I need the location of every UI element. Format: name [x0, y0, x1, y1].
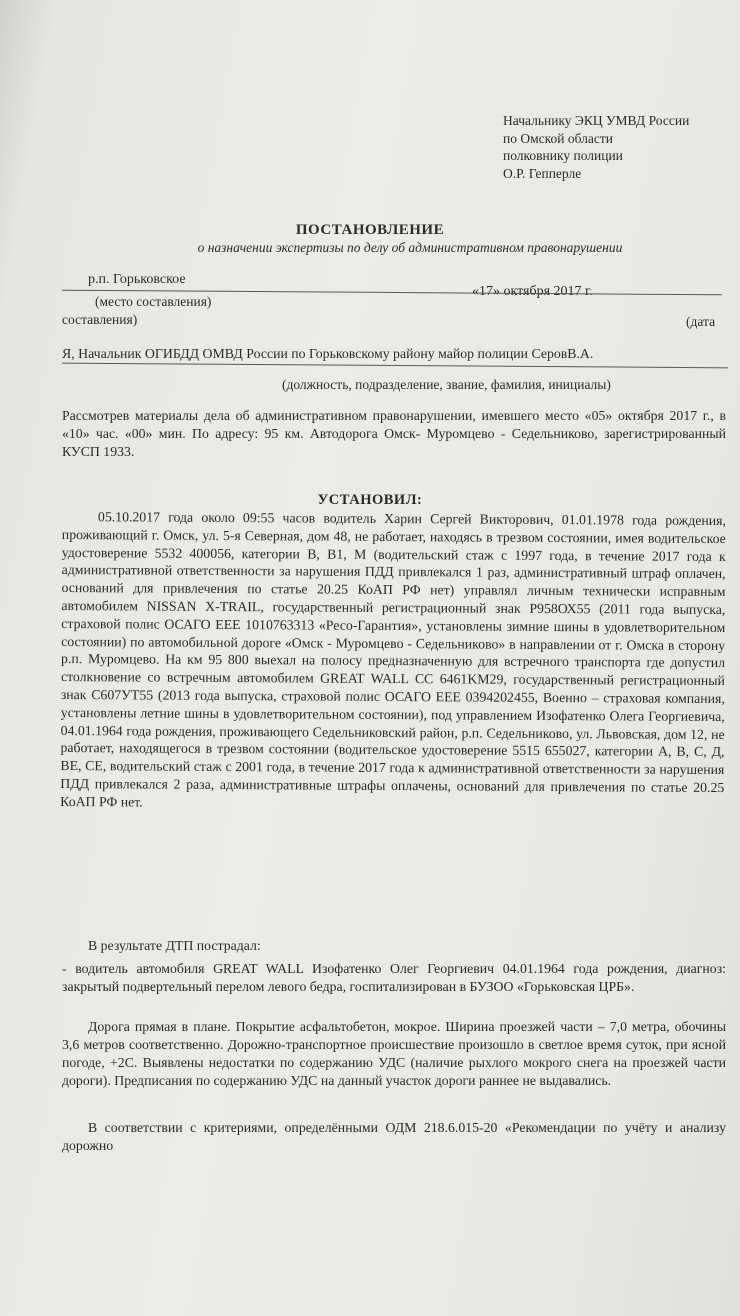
victims-intro: В результате ДТП пострадал:: [88, 938, 261, 953]
document-title: ПОСТАНОВЛЕНИЕ: [295, 222, 445, 238]
addressee-line: Начальнику ЭКЦ УМВД России: [503, 113, 690, 128]
date-of-issue: «17» октября 2017 г.: [472, 284, 593, 299]
considered-paragraph: Рассмотрев материалы дела об административном правонарушении, имевшего место «05» октября 2017 г., в «10» час. «00» мин. По адресу: 95 км. Автодорога Омск- Муромцево - Седельниково, зарегистрированный КУСП 1933.: [62, 408, 726, 459]
criteria-paragraph: В соответствии с критериями, определёнными ОДМ 218.6.015-20 «Рекомендации по учёту и анализу дорожно: [62, 1120, 726, 1153]
addressee-line: О.Р. Гепперле: [503, 165, 582, 181]
official-caption: (должность, подразделение, звание, фамилия, инициалы): [282, 377, 611, 392]
official-line: Я, Начальник ОГИБДД ОМВД России по Горьковскому району майор полиции СеровВ.А.: [62, 346, 594, 361]
addressee-line: полковнику полиции: [503, 148, 623, 163]
place-caption: (место составления): [95, 294, 212, 309]
place-caption-continued: составления): [62, 312, 138, 327]
established-heading: УСТАНОВИЛ:: [317, 492, 423, 508]
place-of-issue: р.п. Горьковское: [88, 272, 186, 287]
date-caption: (дата: [686, 314, 716, 329]
document-subtitle: о назначении экспертизы по делу об административном правонарушении: [197, 240, 623, 255]
addressee-line: по Омской области: [503, 130, 613, 146]
victim-paragraph: - водитель автомобиля GREAT WALL Изофатенко Олег Георгиевич 04.01.1964 года рождения, диагноз: закрытый подвертельный перелом левого бедра, госпитализирован в БУЗОО «Горьковская ЦРБ».: [62, 961, 726, 994]
road-conditions-paragraph: Дорога прямая в плане. Покрытие асфальтобетон, мокрое. Ширина проезжей части – 7,0 метра, обочины 3,6 метров соответственно. Дорожно-транспортное происшествие произошло в светлое время суток, при ясной погоде, +2С. Выявлены недостатки по содержанию УДС (наличие рыхлого мокрого снега на проезжей части дороги). Предписания по содержанию УДС на данный участок дороги раннее не выдавались.: [62, 1019, 726, 1088]
incident-description: 05.10.2017 года около 09:55 часов водитель Харин Сергей Викторович, 01.01.1978 года рождения, проживающий г. Омск, ул. 5-я Северная, дом 48, не работает, находясь в трезвом состоянии, имея водительское удостоверение 5532 400056, категории В, В1, М (водительский стаж с 1997 года, в течение 2017 года к административной ответственности за нарушения ПДД привлекался 1 раз, административный штраф оплачен, оснований для привлечения по статье 20.25 КоАП РФ нет) управлял личным технически исправным автомобилем NISSAN X-TRAIL, государственный регистрационный знак Р958ОХ55 (2011 года выпуска, страховой полис ОСАГО ЕЕЕ 1010763313 «Ресо-Гарантия», установлены зимние шины в удовлетворительном состоянии) по автомобильной дороге «Омск - Муромцево - Седельниково» в направлении от г. Омска в сторону р.п. Муромцево. На км 95 800 выехал на полосу предназначенную для встречного транспорта где допустил столкновение со встречным автомобилем GREAT WALL CC 6461KM29, государственный регистрационный знак С607УТ55 (2013 года выпуска, страховой полис ОСАГО ЕЕЕ 0394202455, Военно – страховая компания, установлены летние шины в удовлетворительном состоянии), под управлением Изофатенко Олега Георгиевича, 04.01.1964 года рождения, проживающего Седельниковский район, р.п. Седельниково, ул. Львовская, дом 12, не работает, находящегося в трезвом состоянии (водительское удостоверение 5515 655027, категории А, В, С, Д, ВЕ, СЕ, водительский стаж с 2001 года, в течение 2017 года к административной ответственности за нарушения ПДД привлекался 2 раза, административные штрафы оплачены, оснований для привлечения по статье 20.25 КоАП РФ нет.: [60, 509, 726, 810]
addressee-block: [503, 112, 733, 182]
official-underline: [62, 363, 728, 369]
